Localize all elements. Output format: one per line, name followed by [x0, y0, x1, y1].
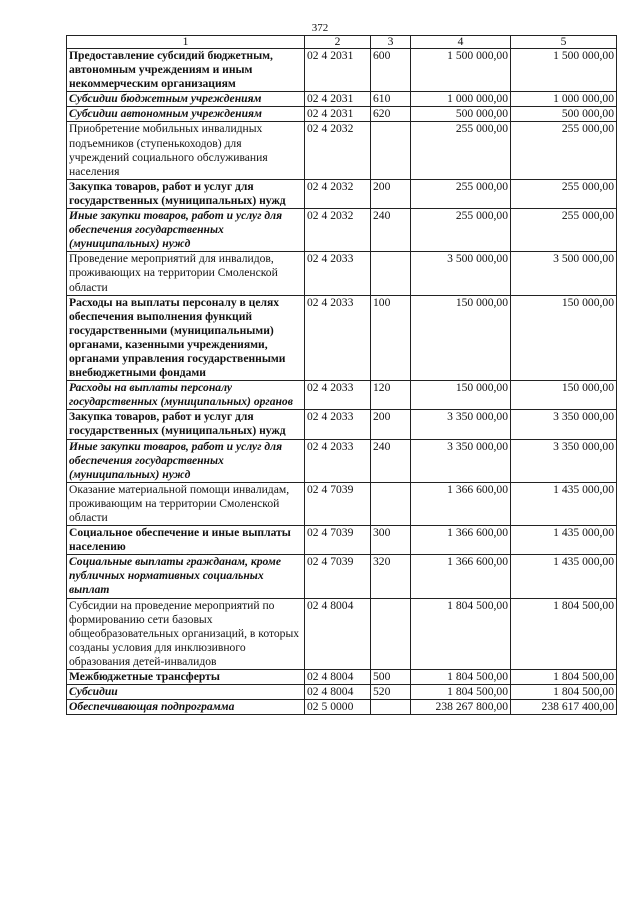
- row-amount-col4: 255 000,00: [411, 122, 511, 179]
- table-header-row: [67, 36, 617, 49]
- budget-table: [66, 35, 617, 715]
- table-row: [67, 700, 617, 715]
- row-name: Иные закупки товаров, работ и услуг для обеспечения государственных (муниципальных) нужд: [67, 209, 305, 252]
- row-amount-col4: 1 366 600,00: [411, 526, 511, 555]
- row-amount-col5: 1 435 000,00: [511, 526, 617, 555]
- row-target-code: 02 4 2031: [305, 49, 371, 92]
- row-name: Межбюджетные трансферты: [67, 670, 305, 685]
- row-name: Приобретение мобильных инвалидных подъемников (ступенькоходов) для учреждений социального обслуживания населения: [67, 122, 305, 179]
- row-name: Субсидии: [67, 685, 305, 700]
- header-col-2: 2: [305, 36, 371, 49]
- row-expense-type: [371, 482, 411, 525]
- row-name: Социальные выплаты гражданам, кроме публичных нормативных социальных выплат: [67, 555, 305, 598]
- row-expense-type: 300: [371, 526, 411, 555]
- row-amount-col4: 238 267 800,00: [411, 700, 511, 715]
- row-amount-col4: 255 000,00: [411, 179, 511, 208]
- row-amount-col5: 1 500 000,00: [511, 49, 617, 92]
- header-col-3: 3: [371, 36, 411, 49]
- row-expense-type: 200: [371, 410, 411, 439]
- table-row: [67, 410, 617, 439]
- row-amount-col4: 1 804 500,00: [411, 685, 511, 700]
- row-expense-type: 120: [371, 381, 411, 410]
- row-amount-col5: 150 000,00: [511, 295, 617, 381]
- row-target-code: 02 4 2031: [305, 92, 371, 107]
- table-row: [67, 107, 617, 122]
- table-row: [67, 49, 617, 92]
- row-target-code: 02 4 8004: [305, 670, 371, 685]
- row-amount-col5: 1 435 000,00: [511, 555, 617, 598]
- row-amount-col4: 3 350 000,00: [411, 439, 511, 482]
- table-row: [67, 670, 617, 685]
- table-row: [67, 209, 617, 252]
- table-row: [67, 122, 617, 179]
- row-amount-col5: 150 000,00: [511, 381, 617, 410]
- row-amount-col5: 255 000,00: [511, 122, 617, 179]
- row-amount-col4: 3 500 000,00: [411, 252, 511, 295]
- row-target-code: 02 4 2032: [305, 209, 371, 252]
- row-amount-col5: 1 435 000,00: [511, 482, 617, 525]
- row-amount-col4: 150 000,00: [411, 381, 511, 410]
- row-name: Закупка товаров, работ и услуг для государственных (муниципальных) нужд: [67, 179, 305, 208]
- row-amount-col4: 150 000,00: [411, 295, 511, 381]
- row-name: Иные закупки товаров, работ и услуг для обеспечения государственных (муниципальных) нужд: [67, 439, 305, 482]
- table-row: [67, 295, 617, 381]
- page-number: 372: [311, 22, 329, 34]
- row-name: Закупка товаров, работ и услуг для государственных (муниципальных) нужд: [67, 410, 305, 439]
- row-name: Оказание материальной помощи инвалидам, проживающим на территории Смоленской области: [67, 482, 305, 525]
- table-row: [67, 179, 617, 208]
- row-amount-col5: 1 804 500,00: [511, 685, 617, 700]
- row-expense-type: 620: [371, 107, 411, 122]
- row-target-code: 02 5 0000: [305, 700, 371, 715]
- row-expense-type: 520: [371, 685, 411, 700]
- header-col-5: 5: [511, 36, 617, 49]
- row-name: Обеспечивающая подпрограмма: [67, 700, 305, 715]
- row-expense-type: [371, 252, 411, 295]
- row-amount-col5: 1 804 500,00: [511, 598, 617, 669]
- row-target-code: 02 4 8004: [305, 685, 371, 700]
- row-amount-col4: 1 000 000,00: [411, 92, 511, 107]
- row-amount-col5: 255 000,00: [511, 209, 617, 252]
- row-expense-type: 610: [371, 92, 411, 107]
- row-expense-type: 320: [371, 555, 411, 598]
- row-target-code: 02 4 7039: [305, 526, 371, 555]
- row-name: Расходы на выплаты персоналу государственных (муниципальных) органов: [67, 381, 305, 410]
- row-amount-col5: 3 350 000,00: [511, 439, 617, 482]
- row-target-code: 02 4 2033: [305, 252, 371, 295]
- row-expense-type: [371, 700, 411, 715]
- row-amount-col5: 500 000,00: [511, 107, 617, 122]
- row-expense-type: 100: [371, 295, 411, 381]
- row-amount-col5: 1 000 000,00: [511, 92, 617, 107]
- table-row: [67, 685, 617, 700]
- row-amount-col4: 1 500 000,00: [411, 49, 511, 92]
- row-expense-type: [371, 598, 411, 669]
- row-expense-type: 200: [371, 179, 411, 208]
- row-target-code: 02 4 2033: [305, 439, 371, 482]
- row-expense-type: 240: [371, 439, 411, 482]
- row-name: Проведение мероприятий для инвалидов, проживающих на территории Смоленской области: [67, 252, 305, 295]
- row-name: Расходы на выплаты персоналу в целях обеспечения выполнения функций государственными (муниципальными) органами, казенными учреждениями, органами управления государственными внебюджетными фондами: [67, 295, 305, 381]
- table-row: [67, 439, 617, 482]
- row-target-code: 02 4 2032: [305, 179, 371, 208]
- table-row: [67, 555, 617, 598]
- header-col-4: 4: [411, 36, 511, 49]
- row-name: Субсидии бюджетным учреждениям: [67, 92, 305, 107]
- row-amount-col5: 3 350 000,00: [511, 410, 617, 439]
- table-body: [67, 49, 617, 715]
- row-amount-col5: 3 500 000,00: [511, 252, 617, 295]
- row-target-code: 02 4 2031: [305, 107, 371, 122]
- row-amount-col4: 1 366 600,00: [411, 555, 511, 598]
- table-row: [67, 482, 617, 525]
- table-row: [67, 92, 617, 107]
- table-row: [67, 381, 617, 410]
- row-name: Субсидии на проведение мероприятий по формированию сети базовых общеобразовательных организаций, в которых созданы условия для инклюзивного образования детей-инвалидов: [67, 598, 305, 669]
- row-name: Субсидии автономным учреждениям: [67, 107, 305, 122]
- row-expense-type: 500: [371, 670, 411, 685]
- row-target-code: 02 4 2032: [305, 122, 371, 179]
- row-target-code: 02 4 2033: [305, 410, 371, 439]
- row-amount-col5: 238 617 400,00: [511, 700, 617, 715]
- row-amount-col4: 255 000,00: [411, 209, 511, 252]
- table-row: [67, 526, 617, 555]
- table-row: [67, 598, 617, 669]
- row-expense-type: 600: [371, 49, 411, 92]
- row-name: Предоставление субсидий бюджетным, автономным учреждениям и иным некоммерческим организациям: [67, 49, 305, 92]
- row-expense-type: 240: [371, 209, 411, 252]
- row-amount-col4: 1 366 600,00: [411, 482, 511, 525]
- row-amount-col5: 255 000,00: [511, 179, 617, 208]
- row-target-code: 02 4 7039: [305, 482, 371, 525]
- header-col-1: 1: [67, 36, 305, 49]
- row-expense-type: [371, 122, 411, 179]
- row-amount-col4: 1 804 500,00: [411, 670, 511, 685]
- row-target-code: 02 4 2033: [305, 381, 371, 410]
- row-target-code: 02 4 7039: [305, 555, 371, 598]
- row-name: Социальное обеспечение и иные выплаты населению: [67, 526, 305, 555]
- row-target-code: 02 4 2033: [305, 295, 371, 381]
- row-amount-col4: 500 000,00: [411, 107, 511, 122]
- row-amount-col4: 1 804 500,00: [411, 598, 511, 669]
- row-target-code: 02 4 8004: [305, 598, 371, 669]
- table-row: [67, 252, 617, 295]
- row-amount-col4: 3 350 000,00: [411, 410, 511, 439]
- row-amount-col5: 1 804 500,00: [511, 670, 617, 685]
